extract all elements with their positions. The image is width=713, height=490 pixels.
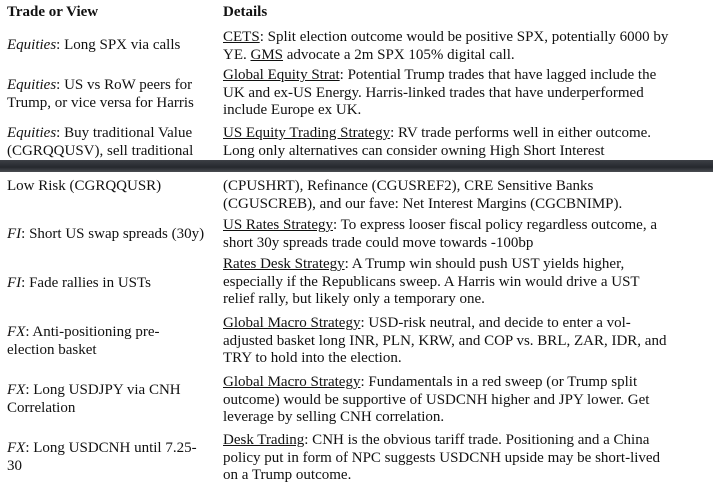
trade-cell [7,178,219,196]
details-text: : CNH is the obvious tariff trade. Positioning and a China [304,432,650,448]
trade-cell [7,125,219,160]
details-text: : Fundamentals in a red sweep (or Trump split [360,374,638,390]
trade-cell [7,275,219,293]
trade-text: (CGRQQUSV), sell traditional [7,142,194,159]
details-text: policy put in form of NPC suggests USDCNH upside may be short-lived [223,449,661,466]
details-text: Long only alternatives can consider owning High Short Interest [223,142,605,159]
details-cell [223,29,711,64]
details-text: UK and ex-US Energy. Harris-linked trades that have underperformed [223,84,644,101]
page-break-divider [0,160,713,172]
header-details: Details [223,4,268,20]
trade-text: : Long SPX via calls [56,37,181,53]
details-text: YE. [223,46,251,63]
source-link[interactable]: US Equity Trading Strategy [223,125,391,141]
trade-text: Low Risk (CGRQQUSR) [7,178,162,194]
details-text: especially if the Republicans sweep. A Harris win would drive a UST [223,273,640,290]
trade-text: : Long USDCNH until 7.25- [25,440,197,456]
trade-text: 30 [7,457,22,474]
trade-cell [7,324,219,359]
trade-text: Correlation [7,399,76,416]
details-text: on a Trump outcome. [223,467,352,483]
trade-text: : Short US swap spreads (30y) [21,226,205,242]
details-text: : RV trade performs well in either outcome. [390,125,652,141]
source-link[interactable]: Rates Desk Strategy [223,256,345,272]
details-text: adjusted basket long INR, PLN, KRW, and COP vs. BRL, ZAR, IDR, and [223,332,667,349]
trade-text: : Fade rallies in USTs [21,275,151,291]
details-text: TRY to hold into the election. [223,350,402,366]
details-cell [223,256,711,309]
trade-text: : Long USDJPY via CNH [25,382,181,398]
details-text: : Potential Trump trades that have lagged include the [339,67,657,83]
details-text: (CGUSCREB), and our fave: Net Interest Margins (CGCBNIMP). [223,195,623,212]
trade-text: : Anti-positioning pre- [25,324,160,340]
trade-text: election basket [7,341,97,358]
details-cell [223,178,711,213]
details-cell [223,432,711,485]
trade-cell [7,37,219,55]
asset-class: FX [7,440,26,456]
details-cell [223,217,711,252]
trade-text: : US vs RoW peers for [56,77,193,93]
source-link[interactable]: Desk Trading [223,432,305,448]
details-text: outcome) would be supportive of USDCNH higher and JPY lower. Get [223,391,650,408]
asset-class: Equities [7,125,57,141]
trade-cell [7,226,219,244]
trade-cell [7,440,219,475]
details-cell [223,374,711,427]
asset-class: Equities [7,77,57,93]
trade-text: : Buy traditional Value [56,125,193,141]
source-link[interactable]: GMS [250,46,284,63]
asset-class: FX [7,324,26,340]
details-text: : Split election outcome would be positive SPX, potentially 6000 by [259,29,669,45]
trade-cell [7,382,219,417]
details-cell [223,315,711,368]
trade-text: Trump, or vice versa for Harris [7,94,194,111]
source-link[interactable]: CETS [223,29,260,45]
source-link[interactable]: Global Equity Strat [223,67,340,83]
details-text: : To express looser fiscal policy regardless outcome, a [333,217,657,233]
details-text: : USD-risk neutral, and decide to enter a vol- [360,315,631,331]
details-text: leverage by selling CNH correlation. [223,409,445,425]
details-text: short 30y spreads trade could move towards -100bp [223,234,534,251]
details-text: (CPUSHRT), Refinance (CGUSREF2), CRE Sensitive Banks [223,178,594,194]
header-trade-or-view: Trade or View [7,4,99,20]
asset-class: FI [7,275,22,291]
asset-class: FI [7,226,22,242]
details-text: include Europe ex UK. [223,102,362,118]
trade-cell [7,77,219,112]
source-link[interactable]: Global Macro Strategy [223,315,361,331]
details-text: : A Trump win should push UST yields higher, [344,256,625,272]
source-link[interactable]: Global Macro Strategy [223,374,361,390]
asset-class: FX [7,382,26,398]
asset-class: Equities [7,37,57,53]
details-cell [223,125,711,160]
details-cell [223,67,711,120]
details-text: advocate a 2m SPX 105% digital call. [283,46,515,63]
details-text: relief rally, but likely only a temporary one. [223,291,485,307]
source-link[interactable]: US Rates Strategy [223,217,333,233]
